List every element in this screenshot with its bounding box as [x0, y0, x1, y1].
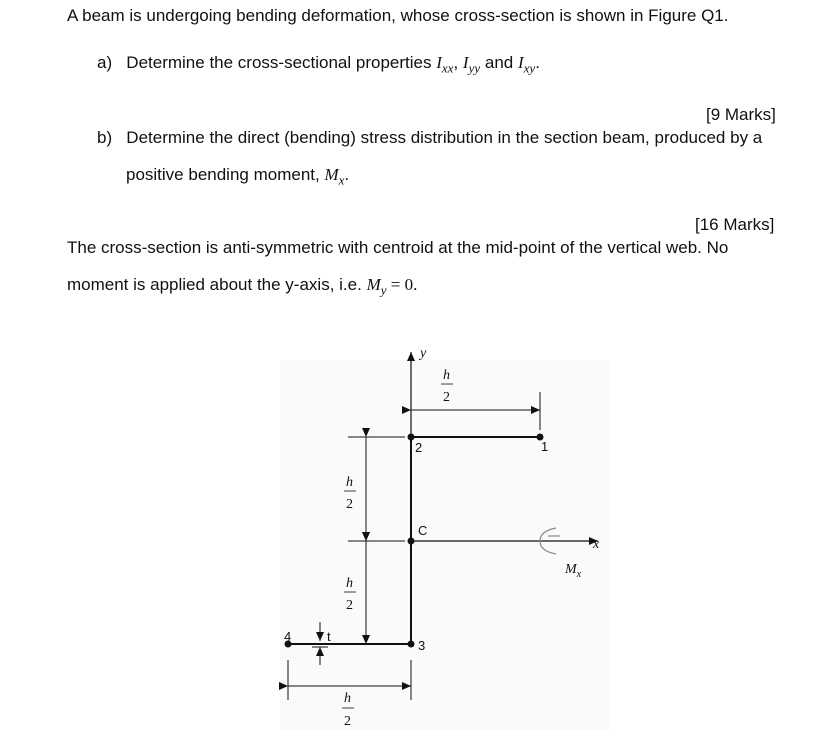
dim-lower-h: h	[346, 576, 353, 591]
centroid-label: C	[418, 523, 428, 538]
x-axis-label: x	[593, 537, 600, 552]
ixy-subscript: xy	[523, 60, 536, 76]
and-word: and	[484, 53, 514, 72]
dim-lower-2: 2	[346, 598, 353, 613]
point-3-label: 3	[418, 638, 426, 653]
part-a-text: Determine the cross-sectional properties	[126, 53, 432, 72]
dim-top-2: 2	[443, 390, 450, 405]
ixy-symbol: I	[517, 53, 524, 72]
dim-upper-h: h	[346, 475, 353, 490]
point-1-label: 1	[541, 439, 549, 454]
my-subscript: y	[380, 282, 387, 298]
iyy-subscript: yy	[468, 60, 481, 76]
point-2-label: 2	[415, 440, 423, 455]
part-a-label: a)	[97, 53, 113, 72]
my-equals-zero: = 0.	[386, 275, 418, 294]
moment-label-main: M	[565, 562, 577, 577]
dim-bottom-2: 2	[344, 714, 351, 729]
moment-label-sub: x	[576, 569, 582, 580]
y-axis-label: y	[420, 346, 427, 361]
point-2-dot	[408, 434, 415, 441]
part-a-marks: [9 Marks]	[706, 105, 776, 124]
dim-upper-2: 2	[346, 497, 353, 512]
centroid-dot	[408, 538, 415, 545]
mx-subscript: x	[338, 172, 345, 188]
note-line1: The cross-section is anti-symmetric with centroid at the mid-point of the vertical web. No	[67, 238, 729, 257]
intro-sentence: A beam is undergoing bending deformation, whose cross-section is shown in Figure Q1.	[67, 6, 729, 25]
dim-top-h: h	[443, 368, 450, 383]
period: .	[344, 165, 350, 184]
figure-background	[280, 360, 610, 730]
part-b-line1: Determine the direct (bending) stress distribution in the section beam, produced by a	[126, 128, 763, 147]
ixx-subscript: xx	[441, 60, 454, 76]
my-symbol: M	[366, 275, 381, 294]
thickness-label: t	[327, 629, 331, 644]
comma: ,	[453, 53, 459, 72]
period: .	[535, 53, 540, 72]
note-line2-text: moment is applied about the y-axis, i.e.	[67, 275, 362, 294]
part-b-line2: positive bending moment,	[126, 165, 320, 184]
point-4-label: 4	[284, 629, 292, 644]
dim-bottom-h: h	[344, 691, 351, 706]
part-b-marks: [16 Marks]	[695, 215, 775, 234]
ixx-symbol: I	[436, 53, 442, 72]
point-3-dot	[408, 641, 415, 648]
mx-symbol: M	[324, 165, 339, 184]
iyy-symbol: I	[462, 53, 469, 72]
part-b-label: b)	[97, 128, 113, 147]
